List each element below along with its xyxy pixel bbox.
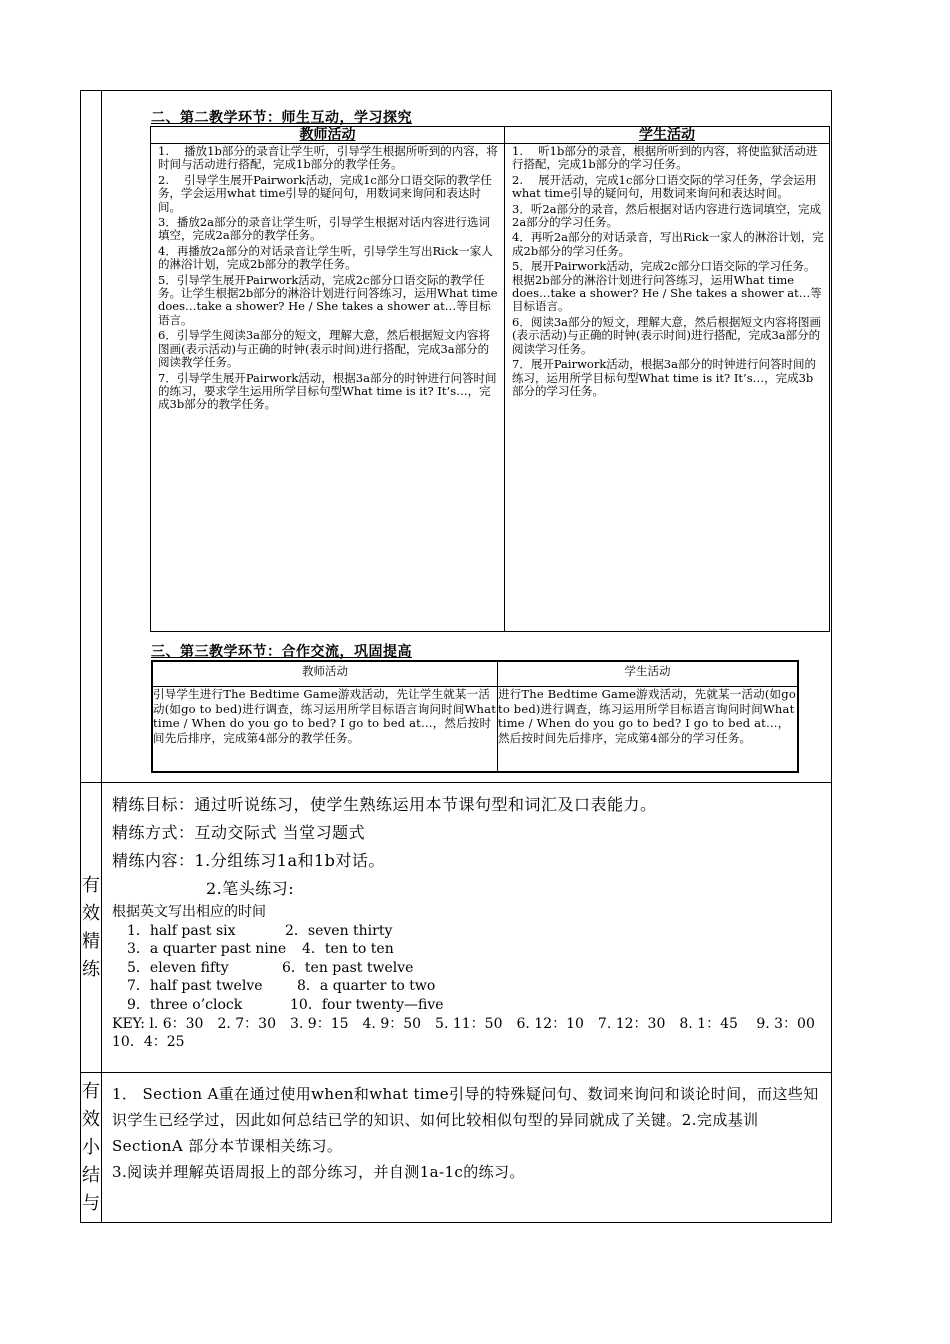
side-char: 练	[82, 958, 100, 980]
practice-exercises	[112, 922, 831, 1015]
list-item: 7．引导学生展开Pairwork活动，根据3a部分的时钟进行问答时间的练习，要求学生运用所学目标句型What time is it? It’s…，完成3b部分的教学任务。	[158, 370, 497, 412]
answer-key: KEY: l. 6：30 2. 7：30 3. 9：15 4. 9：50 5. 11：50 6. 12：10 7. 12：30 8. 1：45 9. 3：00	[112, 1015, 815, 1032]
teacher-activity-header: 教师活动	[151, 127, 505, 144]
section3-title: 三、第三教学环节：合作交流，巩固提高	[151, 644, 412, 660]
list-item: 7．half past twelve 8．a quarter to two	[127, 978, 436, 995]
list-item: 6．引导学生阅读3a部分的短文，理解大意，然后根据短文内容将图画(表示活动)与正确的时钟(表示时间)进行搭配，完成3a部分的阅读教学任务。	[158, 328, 490, 370]
side-char: 结	[82, 1164, 100, 1186]
practice-written: 2.笔头练习:	[206, 879, 295, 898]
practice-cell	[102, 783, 832, 1073]
practice-goal: 精练目标：通过听说练习，使学生熟练运用本节课句型和词汇及口表能力。	[112, 795, 657, 814]
summary-cell	[102, 1073, 832, 1223]
list-item: 6．阅读3a部分的短文，理解大意，然后根据短文内容将图画(表示活动)与正确的时钟(表示时间)进行搭配，完成3a部分的阅读学习任务。	[512, 314, 821, 356]
list-item: 4．再听2a部分的对话录音，写出Rick一家人的淋浴计划，完成2b部分的学习任务。	[512, 230, 824, 258]
list-item: 5．展开Pairwork活动，完成2c部分口语交际的学习任务。根据2b部分的淋浴计划进行问答练习，运用What time does…take a shower? He / She takes a shower at…等目标语言。	[512, 259, 822, 314]
student-activity-list	[506, 145, 828, 398]
list-item: 5．引导学生展开Pairwork活动，完成2c部分口语交际的教学任务。让学生根据2b部分的淋浴计划进行问答练习，运用What time does…take a shower? He / She takes a shower at…等目标语言。	[158, 272, 498, 327]
summary-paragraph-1: 1． Section A重在通过使用when和what time引导的特殊疑问句、数词来询问和谈论时间，而这些知识学生已经学过，因此如何总结已学的知识、如何比较相似句型的异同就成了关键。2.完成基训SectionA 部分本节课相关练习。	[112, 1085, 819, 1155]
summary-side-label	[81, 1073, 102, 1223]
section3-student-header: 学生活动	[498, 661, 799, 687]
lesson-plan-page	[80, 90, 823, 1223]
list-item: 2. 引导学生展开Pairwork活动，完成1c部分口语交际的教学任务，学会运用what time引导的疑问句，用数词来询问和表达时间。	[158, 172, 492, 214]
side-char: 小	[82, 1136, 100, 1158]
side-char: 有	[82, 1080, 100, 1102]
list-item: 3．听2a部分的录音，然后根据对话内容进行选词填空，完成2a部分的学习任务。	[512, 201, 821, 230]
section3-table	[151, 660, 799, 773]
practice-method: 精练方式：互动交际式 当堂习题式	[112, 823, 366, 842]
list-item: 1. 播放1b部分的录音让学生听，引导学生根据所听到的内容，将时间与活动进行搭配，完成1b部分的教学任务。	[158, 144, 498, 172]
section3-teacher-text: 引导学生进行The Bedtime Game游戏活动，先让学生就某一活动(如go to bed)进行调查，练习运用所学目标语言询问时间What time / When do you go to bed? I go to bed at…，然后按时间先后排序，完成第4部分的教学任务。	[152, 687, 498, 773]
list-item: 9．three o’clock 10．four twenty—five	[127, 996, 444, 1013]
list-item: 1. 听1b部分的录音，根据所听到的内容，将使监狱活动进行搭配，完成1b部分的学习任务。	[512, 144, 818, 172]
section2-title: 二、第二教学环节：师生互动，学习探究	[151, 110, 412, 126]
student-activity-cell	[505, 144, 830, 632]
list-item: 3．a quarter past nine 4．ten to ten	[127, 941, 394, 958]
practice-instruction: 根据英文写出相应的时间	[112, 904, 266, 920]
summary-paragraph-2: 3.阅读并理解英语周报上的部分练习，并自测1a-1c的练习。	[112, 1163, 525, 1181]
practice-side-label	[81, 783, 102, 1073]
side-char: 与	[82, 1192, 100, 1214]
practice-row	[81, 783, 832, 1073]
side-char: 精	[82, 930, 100, 952]
list-item: 1．half past six 2．seven thirty	[127, 922, 393, 939]
activities-row	[81, 91, 832, 783]
student-activity-header: 学生活动	[505, 127, 830, 144]
lesson-plan-table	[80, 90, 832, 1223]
side-cell-empty	[81, 91, 102, 783]
section3-teacher-header: 教师活动	[152, 661, 498, 687]
side-char: 效	[82, 902, 100, 924]
side-char: 效	[82, 1108, 100, 1130]
section2-table	[150, 126, 830, 632]
teacher-activity-cell	[151, 144, 505, 632]
list-item: 7．展开Pairwork活动，根据3a部分的时钟进行问答时间的练习，运用所学目标句型What time is it? It’s…，完成3b部分的学习任务。	[512, 357, 816, 398]
side-char: 有	[82, 874, 100, 896]
answer-key-cont: 10．4：25	[112, 1034, 185, 1051]
section3-student-text: 进行The Bedtime Game游戏活动，先就某一活动(如go to bed)进行调查，练习运用所学目标语言询问时间What time / When do you go to bed? I go to bed at…，然后按时间先后排序，完成第4部分的学习任务。	[498, 687, 799, 773]
activities-cell	[102, 91, 832, 783]
practice-content: 精练内容：1.分组练习1a和1b对话。	[112, 851, 385, 870]
summary-row	[81, 1073, 832, 1223]
list-item: 3．播放2a部分的录音让学生听，引导学生根据对话内容进行选词填空，完成2a部分的教学任务。	[158, 215, 490, 243]
list-item: 5．eleven fifty 6．ten past twelve	[127, 959, 414, 976]
list-item: 2. 展开活动，完成1c部分口语交际的学习任务，学会运用what time引导的疑问句，用数词来询问和表达时间。	[512, 172, 817, 201]
teacher-activity-list	[152, 145, 503, 412]
list-item: 4．再播放2a部分的对话录音让学生听，引导学生写出Rick一家人的淋浴计划，完成2b部分的教学任务。	[158, 243, 493, 272]
